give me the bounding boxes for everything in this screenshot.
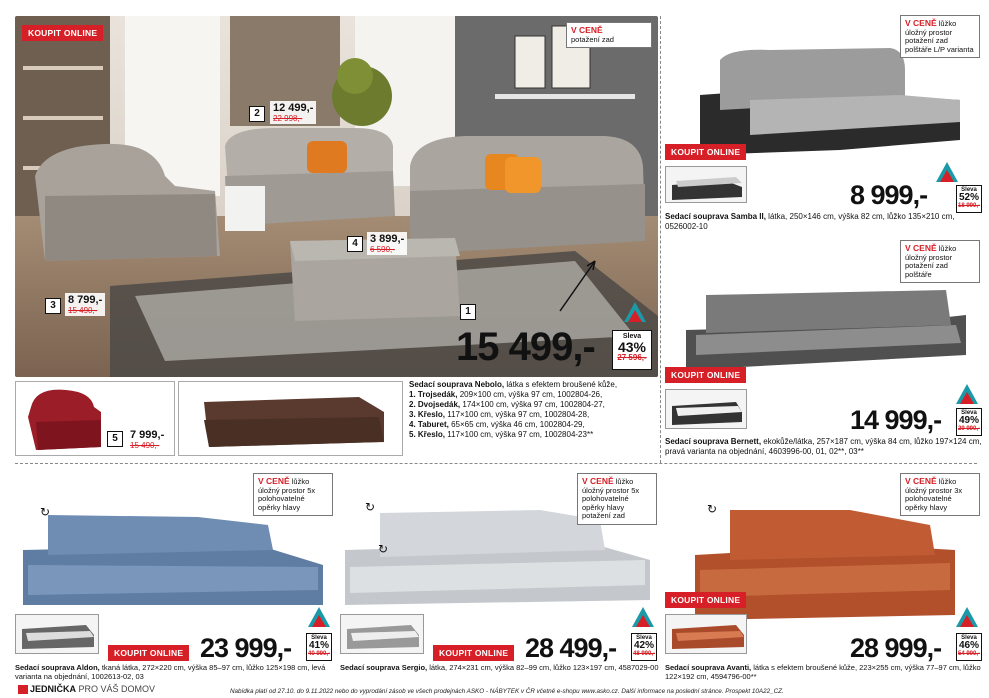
v-cene-text: lůžko úložný prostor potažení zad polštáře L/P varianta [905,19,974,54]
nebolo-description [409,380,659,440]
price-value: 8 799,- [68,294,103,306]
line-1-label: 1. Trojsedák, [409,390,458,399]
v-cene-text: potažení zad [571,34,614,44]
item-number-1: 1 [460,304,476,320]
line-5-text: 117×100 cm, výška 97 cm, 1002804-23** [445,430,594,439]
old-price: 6 590,- [370,245,395,254]
v-cene-label: V CENĚ [905,243,937,253]
price-value: 12 499,- [273,102,314,114]
section-divider [15,463,977,464]
column-divider [660,16,661,463]
thumb-avanti-bed [665,614,747,654]
sleva-label: Sleva [961,410,977,416]
headrest-arrow-icon: ↻ [40,505,51,519]
v-cene-badge-avanti [900,473,980,516]
sleva-percent: 42% [633,640,654,651]
sleva-badge-aldon [306,633,332,661]
v-cene-badge-samba [900,15,980,58]
aldon-sofa-image [18,505,328,615]
price-bernett: 14 999,- [850,405,942,435]
sleva-label: Sleva [311,635,327,641]
brand-name: JEDNIČKA [30,684,77,694]
line-1-text: 209×100 cm, výška 97 cm, 1002804-26, [457,390,603,399]
price-dvojsedak [270,101,316,124]
line-3-label: 3. Křeslo, [409,410,446,419]
v-cene-badge-nebolo [566,22,652,48]
koupit-online-button-bernett[interactable]: KOUPIT ONLINE [665,367,746,383]
avanti-title: Sedací souprava Avanti, [665,663,752,672]
sleva-label: Sleva [622,333,642,340]
aldon-title: Sedací souprava Aldon, [15,663,100,672]
item-number-4: 4 [347,236,363,252]
old-price: 15 490,- [68,306,98,315]
v-cene-label: V CENĚ [582,476,614,486]
v-cene-text: lůžko úložný prostor potažení zad polštáře [905,244,957,279]
home-icon [18,685,28,694]
line-3-text: 117×100 cm, výška 97 cm, 1002804-28, [445,410,590,419]
koupit-online-button-nebolo[interactable]: KOUPIT ONLINE [22,25,103,41]
sleva-old-price: 40 990,- [307,651,331,657]
aldon-description [15,663,335,681]
sleva-percent: 46% [958,640,979,651]
room-illustration [15,16,658,377]
price-kreslo [65,293,105,316]
asko-logo-icon [954,382,980,408]
nebolo-room-photo [15,16,658,377]
footer-note: Nabídka platí od 27.10. do 9.11.2022 nebo do vyprodání zásob ve všech prodejnách ASKO - NÁBYTEK v ČR včetně e-shopu www.asko.cz. Další informace na poslední stránce. Prospekt 10A22_CZ. [230,688,784,695]
aldon-text: tkaná látka, 272×220 cm, výška 85–97 cm, lůžko 125×198 cm, levá varianta na objednání, 1002613-02, 03 [15,663,326,681]
price-kreslo-red [127,428,167,451]
sleva-percent: 43% [617,339,647,355]
price-samba: 8 999,- [850,180,928,210]
v-cene-label: V CENĚ [571,25,603,35]
price-value: 7 999,- [130,429,165,441]
sleva-badge-sergio [631,633,657,661]
v-cene-text: lůžko úložný prostor 5x polohovatelné opěrky hlavy potažení zad [582,477,640,520]
bernett-title: Sedací souprava Bernett, [665,437,762,446]
brand-slogan: PRO VÁŠ DOMOV [76,684,156,694]
sleva-label: Sleva [636,635,652,641]
avanti-sofa-image [690,505,960,630]
sleva-badge-bernett [956,408,982,436]
old-price: 22 998,- [273,114,303,123]
thumb-sergio-bed [340,614,424,654]
v-cene-badge-aldon [253,473,333,516]
asko-logo-icon [630,605,656,631]
headrest-arrow-icon: ↻ [365,500,376,514]
thumb-nebolo-corner-brown [178,381,403,456]
sergio-description [340,663,660,672]
headrest-arrow-icon: ↻ [378,542,389,556]
sleva-percent: 41% [308,640,329,651]
nebolo-title: Sedací souprava Nebolo, [409,380,505,389]
asko-logo-icon [934,160,960,186]
sleva-old-price: 29 990,- [957,426,981,432]
asko-logo-icon [954,605,980,631]
thumb-bernett-bed [665,389,747,429]
v-cene-badge-sergio [577,473,657,525]
sleva-old-price: 18 990,- [957,203,981,209]
bernett-description [665,437,983,457]
koupit-online-button-avanti[interactable]: KOUPIT ONLINE [665,592,746,608]
bernett-text: ekokůže/látka, 257×187 cm, výška 84 cm, lůžko 197×124 cm, pravá varianta na objednání, 4603996-00, 01, 02**, 03** [665,437,982,456]
sleva-badge-avanti [956,633,982,661]
line-5-label: 5. Křeslo, [409,430,446,439]
sleva-badge-samba [956,185,982,213]
koupit-online-button-sergio[interactable]: KOUPIT ONLINE [433,645,514,661]
item-number-2: 2 [249,106,265,122]
v-cene-label: V CENĚ [258,476,290,486]
price-avanti: 28 999,- [850,633,942,663]
item-number-5: 5 [107,431,123,447]
v-cene-label: V CENĚ [905,18,937,28]
samba-description [665,212,983,232]
footer-brand [18,684,155,694]
item-number-3: 3 [45,298,61,314]
asko-logo-icon [622,300,648,326]
v-cene-label: V CENĚ [905,476,937,486]
old-price: 15 490,- [130,441,160,450]
nebolo-intro: látka s efektem broušené kůže, [504,380,618,389]
samba-title: Sedací souprava Samba II, [665,212,766,221]
v-cene-badge-bernett [900,240,980,283]
price-aldon: 23 999,- [200,633,292,663]
sleva-label: Sleva [961,187,977,193]
price-value: 3 899,- [370,233,405,245]
line-4-text: 65×65 cm, výška 46 cm, 1002804-29, [448,420,585,429]
sergio-text: látka, 274×231 cm, výška 82–99 cm, lůžko 123×197 cm, 4587029-00 [427,663,659,672]
line-2-label: 2. Dvojsedák, [409,400,461,409]
sleva-old-price: 48 990,- [632,651,656,657]
sleva-old-price: 27 596,- [617,353,647,362]
avanti-text: látka s efektem broušené kůže, 223×255 cm, výška 77–97 cm, lůžko 122×192 cm, 4594796-00** [665,663,981,681]
v-cene-text: lůžko úložný prostor 5x polohovatelné opěrky hlavy [258,477,316,512]
price-taburet [367,232,407,255]
headrest-arrow-icon: ↻ [707,502,718,516]
samba-text: látka, 250×146 cm, výška 82 cm, lůžko 135×210 cm, 0526002-10 [665,212,955,231]
main-price-trojsedak: 15 499,- [456,325,595,369]
thumb-aldon-bed [15,614,99,654]
sleva-percent: 49% [958,415,979,426]
sergio-title: Sedací souprava Sergio, [340,663,428,672]
v-cene-text: lůžko úložný prostor 3x polohovatelné opěrky hlavy [905,477,963,512]
sleva-badge-nebolo [612,330,652,370]
bernett-sofa-image [676,285,971,380]
price-sergio: 28 499,- [525,633,617,663]
line-2-text: 174×100 cm, výška 97 cm, 1002804-27, [460,400,605,409]
asko-logo-icon [306,605,332,631]
sleva-percent: 52% [958,192,979,203]
koupit-online-button-aldon[interactable]: KOUPIT ONLINE [108,645,189,661]
thumb-samba-bed [665,166,747,203]
sleva-label: Sleva [961,635,977,641]
sleva-old-price: 54 990,- [957,651,981,657]
line-4-label: 4. Taburet, [409,420,449,429]
koupit-online-button-samba[interactable]: KOUPIT ONLINE [665,144,746,160]
avanti-description [665,663,983,681]
